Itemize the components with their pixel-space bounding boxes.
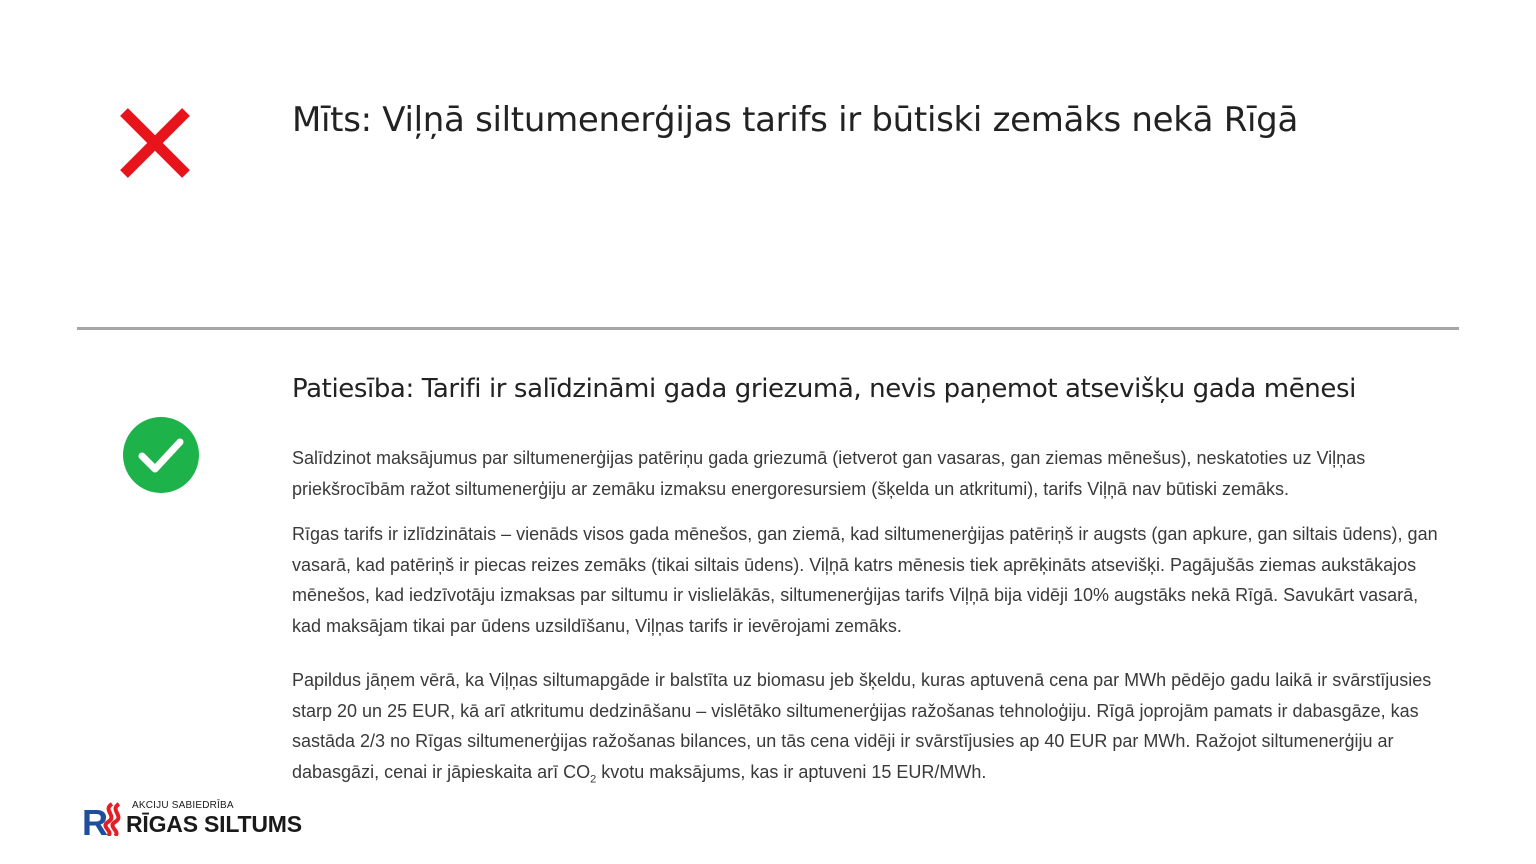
fact-paragraph-2: Rīgas tarifs ir izlīdzinātais – vienāds visos gada mēnešos, gan ziemā, kad siltumenerģijas patēriņš ir augsts (gan apkure, gan siltais ūdens), gan vasarā, kad patēriņš ir piecas reizes zemāks (tikai siltais ūdens). Viļņā katrs mēnesis tiek aprēķināts atsevišķi. Pagājušās ziemas aukstākajos mēnešos, kad iedzīvotāju izmaksas par siltumu ir vislielākās, siltumenerģijas tarifs Viļņā bija vidēji 10% augstāks nekā Rīgā. Savukārt vasarā, kad maksājam tikai par ūdens uzsildīšanu, Viļņas tarifs ir ievērojami zemāks. [292,524,1438,636]
fact-paragraph-3 [292,665,1452,787]
rs-logo-icon [82,802,128,836]
co2-subscript: 2 [590,773,597,786]
section-divider [77,327,1459,330]
fact-paragraph-3-tail: kvotu maksājums, kas ir aptuveni 15 EUR/MWh. [596,761,987,782]
green-check-icon [122,416,200,494]
logo-subtitle: AKCIJU SABIEDRĪBA [132,800,234,811]
fact-paragraph-3-text: Papildus jāņem vērā, ka Viļņas siltumapgāde ir balstīta uz biomasu jeb šķeldu, kuras aptuvenā cena par MWh pēdējo gadu laikā ir svārstījusies starp 20 un 25 EUR, kā arī atkritumu dedzināšanu – vislētāko siltumenerģijas ražošanas tehnoloģiju. Rīgā joprojām pamats ir dabasgāze, kas sastāda 2/3 no Rīgas siltumenerģijas ražošanas bilances, un tās cena vidēji ir svārstījusies ap 40 EUR par MWh. Ražojot siltumenerģiju ar dabasgāzi, cenai ir jāpieskaita arī CO [292,670,1432,782]
company-logo [82,800,332,840]
red-cross-icon [116,104,194,182]
svg-text:R: R [82,802,108,836]
fact-title: Patiesība: Tarifi ir salīdzināmi gada griezumā, nevis paņemot atsevišķu gada mēnesi [292,374,1356,404]
myth-title: Mīts: Viļņā siltumenerģijas tarifs ir būtiski zemāks nekā Rīgā [292,100,1298,140]
logo-name: RĪGAS SILTUMS [126,811,302,837]
fact-paragraph-1: Salīdzinot maksājumus par siltumenerģijas patēriņu gada griezumā (ietverot gan vasaras, gan ziemas mēnešus), neskatoties uz Viļņas priekšrocībām ražot siltumenerģiju ar zemāku izmaksu energoresursiem (šķelda un atkritumi), tarifs Viļņā nav būtiski zemāks. [292,448,1366,499]
